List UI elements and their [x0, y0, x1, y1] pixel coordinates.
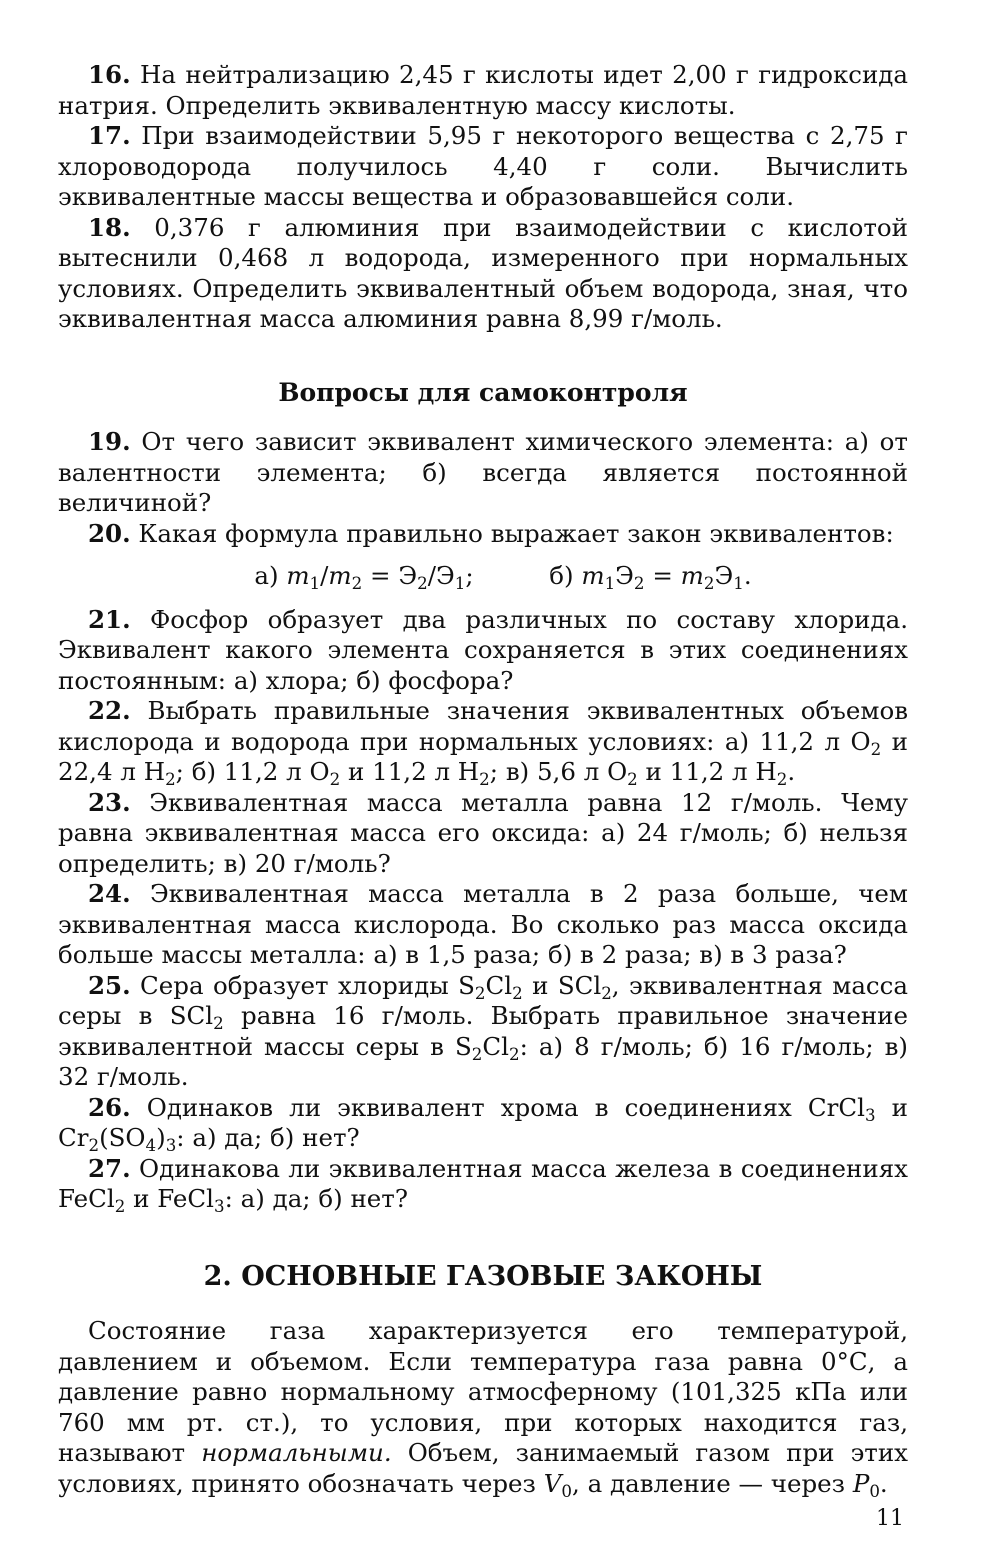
question-number: 26. — [88, 1092, 131, 1122]
question-text: Эквивалентная масса металла равна 12 г/моль. Чему равна эквивалентная масса его оксида: а) 24 г/моль; б) нельзя определить; в) 20 г/моль? — [58, 787, 908, 878]
questions-heading: Вопросы для самоконтроля — [278, 377, 688, 407]
formula-symbol: Э — [398, 561, 418, 590]
question-text: и 11,2 л H — [637, 757, 777, 786]
question-27 — [58, 1154, 908, 1215]
question-text: От чего зависит эквивалент химического элемента: а) от валентности элемента; б) всегда является постоянной величиной? — [58, 427, 908, 517]
question-number: 19. — [88, 427, 131, 456]
formula-operator: / — [320, 561, 329, 590]
problem-number: 16. — [88, 60, 131, 89]
formula-symbol: Э — [714, 561, 734, 590]
option-a-label: а) — [254, 561, 279, 590]
subscript: 2 — [114, 1196, 126, 1216]
question-number: 23. — [88, 787, 131, 817]
problem-text: На нейтрализацию 2,45 г кислоты идет 2,00 г гидроксида натрия. Определить эквивалентную массу кислоты. — [58, 60, 909, 120]
formula-symbol: Э — [615, 561, 634, 590]
formula-subscript: 2 — [703, 573, 715, 593]
question-text: и Cr — [58, 1092, 908, 1152]
question-text: : а) 8 г/моль; б) 16 г/моль; в) 32 г/моль. — [58, 1031, 908, 1091]
formula-operator: = — [362, 561, 399, 590]
question-text: (SO — [99, 1123, 146, 1152]
question-number: 24. — [88, 879, 131, 908]
question-text: Одинаков ли эквивалент хрома в соединениях CrCl — [146, 1092, 865, 1122]
question-number: 25. — [88, 970, 131, 1000]
question-26 — [58, 1093, 908, 1154]
formula-subscript: 1 — [733, 573, 744, 593]
question-21 — [58, 605, 908, 697]
section-paragraph — [58, 1316, 908, 1499]
problem-text: При взаимодействии 5,95 г некоторого вещества с 2,75 г хлороводорода получилось 4,40 г соли. Вычислить эквивалентные массы вещества и образовавшейся соли. — [58, 121, 908, 211]
subscript: 3 — [214, 1196, 225, 1216]
question-22 — [58, 696, 908, 788]
paragraph-text: Объем, занимаемый газом при этих условиях, принято обозначать через — [58, 1438, 908, 1498]
question-number: 21. — [88, 604, 131, 634]
subscript: 2 — [776, 769, 788, 789]
question-text: Сера образует хлориды S — [140, 970, 475, 1000]
formula-subscript: 2 — [417, 573, 428, 593]
problem-text: 0,376 г алюминия при взаимодействии с кислотой вытеснили 0,468 л водорода, измеренного при нормальных условиях. Определить эквивалентный объем водорода, зная, что эквивалентная масса алюминия равна 8,99 г/моль. — [58, 212, 908, 333]
question-text: ) — [156, 1123, 166, 1152]
question-text: , эквивалентная масса серы в SCl — [58, 970, 908, 1030]
subscript: 2 — [601, 983, 612, 1003]
paragraph-text: Состояние газа характеризуется его температурой, давлением и объемом. Если температура газа равна 0°С, а давление равно нормальному атмосферному (101,325 кПа или 760 мм рт. ст.), то условия, при которых находится газ, называют — [58, 1316, 908, 1467]
question-text: Фосфор образует два различных по составу хлорида. Эквивалент какого элемента сохраняется в этих соединениях постоянным: а) хлора; б) фосфора? — [58, 604, 908, 695]
question-23 — [58, 788, 908, 880]
question-text: Одинакова ли эквивалентная масса железа в соединениях FeCl — [58, 1153, 908, 1213]
question-text: Выбрать правильные значения эквивалентных объемов кислорода и водорода при нормальных условиях: а) 11,2 л O — [58, 696, 908, 756]
subscript: 2 — [213, 1013, 224, 1033]
section-heading: 2. ОСНОВНЫЕ ГАЗОВЫЕ ЗАКОНЫ — [203, 1260, 763, 1292]
problem-18 — [58, 213, 908, 335]
question-text: Какая формула правильно выражает закон эквивалентов: — [138, 518, 894, 548]
formula-subscript: 1 — [454, 573, 466, 593]
question-text: . — [787, 757, 796, 786]
formula-punct: ; — [465, 561, 474, 590]
problem-number: 17. — [88, 121, 131, 150]
question-text: равна 16 г/моль. Выбрать правильное значение эквивалентной массы серы в S — [58, 1001, 908, 1061]
question-text: Эквивалентная масса металла в 2 раза больше, чем эквивалентная масса кислорода. Во сколько раз масса оксида больше массы металла: а) в 1,5 раза; б) в 2 раза; в) в 3 раза? — [58, 879, 908, 969]
question-20 — [58, 519, 908, 550]
option-b-label: б) — [549, 561, 574, 590]
subscript: 2 — [479, 769, 490, 789]
question-number: 27. — [88, 1153, 131, 1183]
subscript: 2 — [512, 983, 523, 1003]
formula-symbol: m — [328, 561, 352, 590]
subscript: 2 — [870, 739, 882, 759]
formula-subscript: 1 — [604, 573, 616, 593]
question-text: : а) да; б) нет? — [176, 1123, 360, 1152]
subscript: 2 — [88, 1135, 100, 1155]
formula-symbol: m — [680, 561, 704, 590]
question-text: Cl — [482, 1031, 509, 1061]
question-text: ; б) 11,2 л O — [175, 757, 330, 786]
formula-operator: / — [427, 561, 436, 590]
formula-symbol: Э — [436, 561, 455, 590]
subscript: 4 — [145, 1135, 157, 1155]
subscript: 2 — [627, 769, 638, 789]
formula-symbol: m — [581, 561, 605, 590]
question-24 — [58, 879, 908, 971]
page-number: 11 — [876, 1506, 904, 1531]
formula-punct: . — [743, 561, 752, 590]
question-number: 20. — [88, 518, 131, 548]
question-text: и FeCl — [125, 1184, 215, 1213]
subscript: 3 — [864, 1105, 876, 1125]
emphasis-term: нормальными. — [201, 1438, 392, 1467]
question-text: ; в) 5,6 л O — [489, 757, 628, 786]
formula-operator: = — [644, 561, 681, 590]
problem-number: 18. — [88, 212, 131, 242]
subscript: 2 — [471, 1044, 483, 1064]
formula-subscript: 2 — [633, 573, 645, 593]
subscript: 2 — [329, 769, 341, 789]
subscript: 2 — [165, 769, 176, 789]
question-text: и 11,2 л H — [340, 757, 480, 786]
volume-symbol: V — [543, 1468, 562, 1498]
question-text: и 22,4 л H — [58, 726, 908, 786]
pressure-symbol: P — [852, 1468, 870, 1498]
subscript: 2 — [508, 1044, 520, 1064]
question-19 — [58, 427, 908, 519]
paragraph-text: , а давление — через — [572, 1468, 853, 1498]
formula-subscript: 1 — [309, 573, 321, 593]
formula-subscript: 2 — [351, 573, 363, 593]
question-number: 22. — [88, 696, 131, 725]
subscript: 3 — [165, 1135, 177, 1155]
question-text: и SCl — [522, 970, 602, 1000]
problem-16 — [58, 60, 908, 121]
problem-17 — [58, 121, 908, 213]
question-text: Cl — [485, 970, 513, 1000]
question-text: : а) да; б) нет? — [224, 1184, 408, 1213]
subscript: 0 — [869, 1481, 880, 1501]
equivalents-formula — [58, 561, 908, 592]
paragraph-text: . — [879, 1468, 888, 1498]
formula-symbol: m — [286, 561, 310, 590]
subscript: 2 — [474, 983, 486, 1003]
question-25 — [58, 971, 908, 1093]
subscript: 0 — [561, 1481, 573, 1501]
